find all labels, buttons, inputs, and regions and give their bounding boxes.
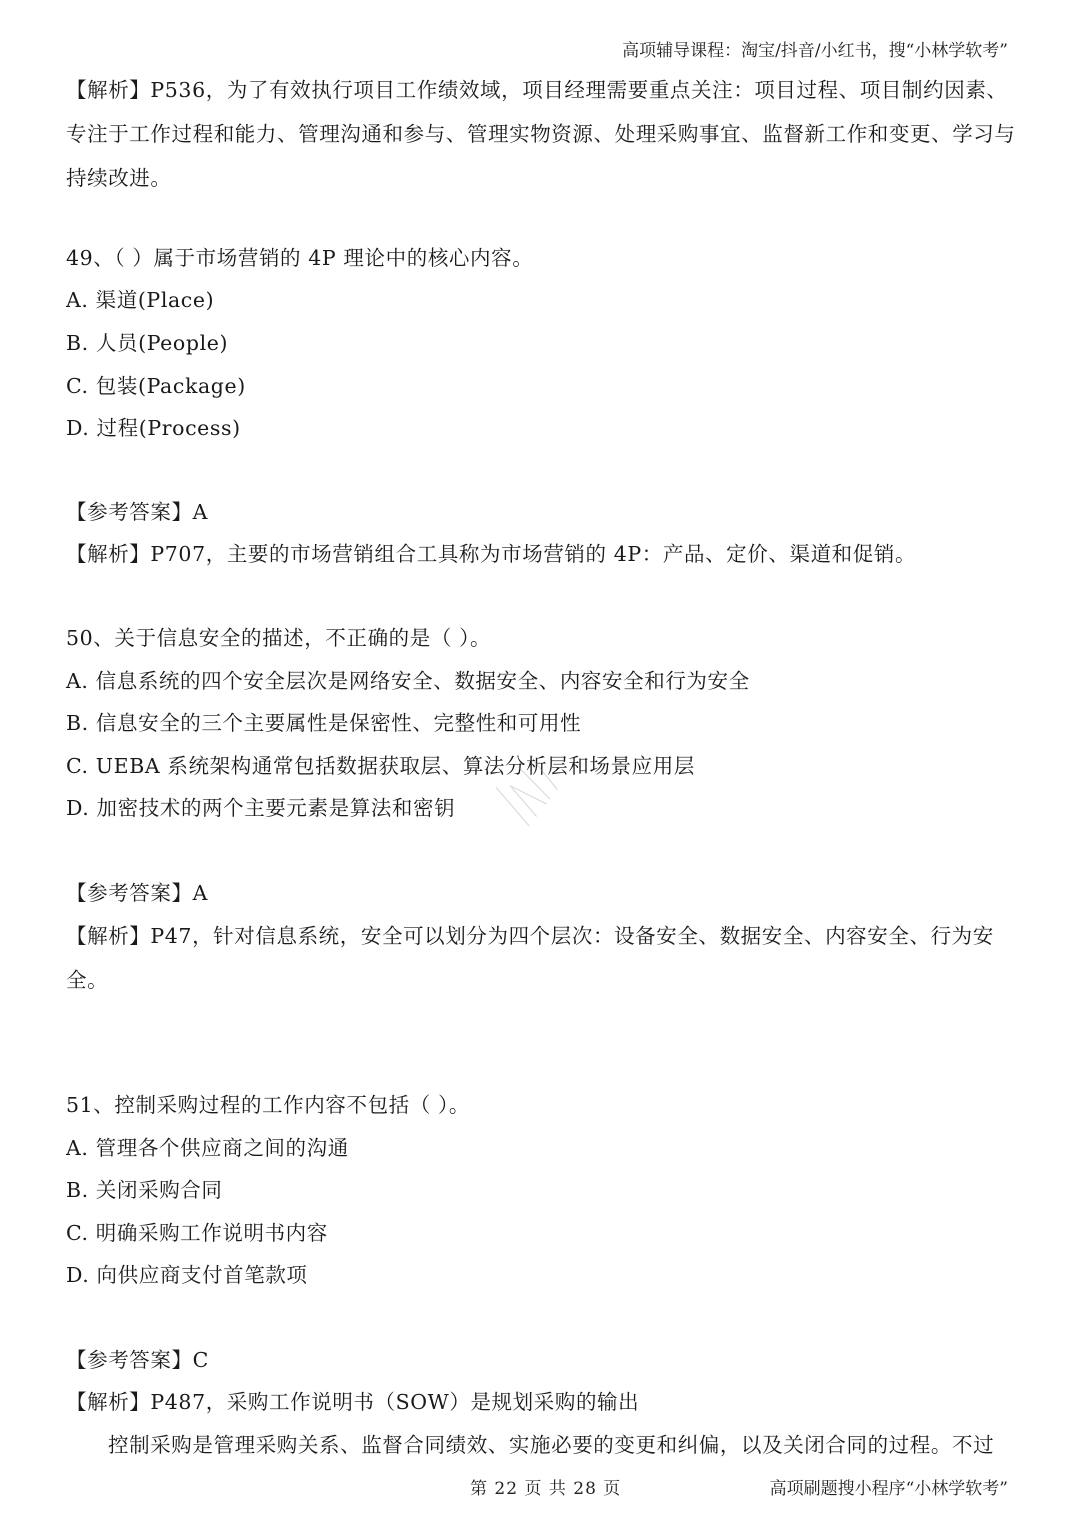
q50-option-b: B. 信息安全的三个主要属性是保密性、完整性和可用性	[66, 711, 582, 735]
q50-analysis: 【解析】P47，针对信息系统，安全可以划分为四个层次：设备安全、数据安全、内容安全、行为安全。	[66, 924, 994, 992]
q51-option-b: B. 关闭采购合同	[66, 1178, 223, 1202]
q51-question: 51、控制采购过程的工作内容不包括（ ）。	[66, 1093, 470, 1117]
q51-option-a: A. 管理各个供应商之间的沟通	[66, 1136, 349, 1160]
q49-option-a: A. 渠道(Place)	[66, 288, 215, 312]
header-course-note: 高项辅导课程：淘宝/抖音/小红书，搜“小林学软考”	[622, 41, 1008, 61]
q49-option-b: B. 人员(People)	[66, 331, 229, 355]
q50-answer: 【参考答案】A	[66, 881, 209, 905]
q49-analysis: 【解析】P707，主要的市场营销组合工具称为市场营销的 4P：产品、定价、渠道和促销。	[66, 542, 917, 566]
watermark-icon	[468, 728, 588, 846]
footer-page-number: 第 22 页 共 28 页	[470, 1479, 622, 1499]
q51-option-c: C. 明确采购工作说明书内容	[66, 1221, 328, 1245]
q49-answer: 【参考答案】A	[66, 500, 209, 524]
q49-option-d: D. 过程(Process)	[66, 416, 241, 440]
q49-question: 49、（ ）属于市场营销的 4P 理论中的核心内容。	[66, 246, 534, 270]
footer-miniprogram-note: 高项刷题搜小程序“小林学软考”	[769, 1479, 1008, 1499]
q51-analysis: 【解析】P487，采购工作说明书（SOW）是规划采购的输出	[66, 1390, 640, 1414]
q50-question: 50、关于信息安全的描述，不正确的是（ ）。	[66, 626, 492, 650]
q51-analysis-continuation: 控制采购是管理采购关系、监督合同绩效、实施必要的变更和纠偏，以及关闭合同的过程。不过	[108, 1433, 995, 1457]
q50-option-a: A. 信息系统的四个安全层次是网络安全、数据安全、内容安全和行为安全	[66, 669, 750, 693]
q51-option-d: D. 向供应商支付首笔款项	[66, 1263, 308, 1287]
q49-option-c: C. 包装(Package)	[66, 374, 246, 398]
q50-option-d: D. 加密技术的两个主要元素是算法和密钥	[66, 796, 456, 820]
q50-option-c: C. UEBA 系统架构通常包括数据获取层、算法分析层和场景应用层	[66, 754, 695, 778]
prev-analysis: 【解析】P536，为了有效执行项目工作绩效域，项目经理需要重点关注：项目过程、项目制约因素、专注于工作过程和能力、管理沟通和参与、管理实物资源、处理采购事宜、监督新工作和变更、学习与持续改进。	[66, 78, 1016, 190]
q51-answer: 【参考答案】C	[66, 1348, 209, 1372]
